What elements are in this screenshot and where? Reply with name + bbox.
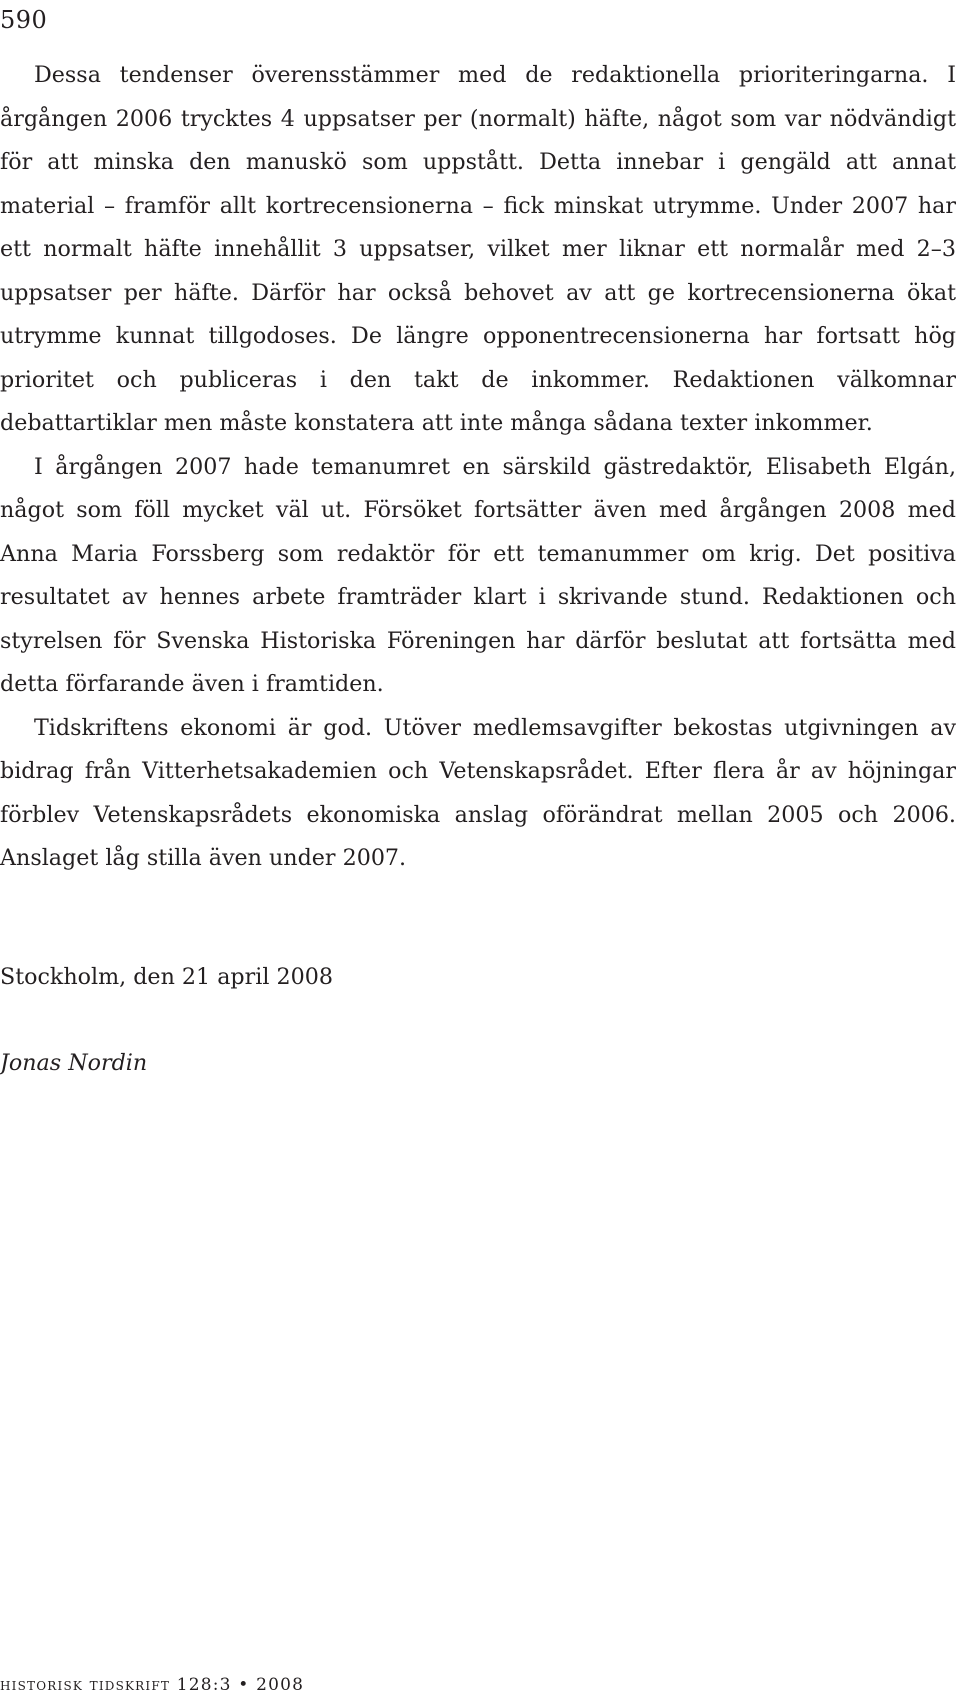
body-text bbox=[0, 54, 956, 881]
paragraph-guest-editor: I årgången 2007 hade temanumret en särskild gästredaktör, Elisabeth Elgán, något som föll mycket väl ut. Försöket fortsätter även med årgången 2008 med Anna Maria Forssberg som redaktör för ett temanummer om krig. Det positiva resultatet av hennes arbete framträder klart i skrivande stund. Redaktionen och styrelsen för Svenska Historiska Föreningen har därför beslutat att fortsätta med detta förfarande även i framtiden. bbox=[0, 453, 956, 697]
journal-footer: historisk tidskrift 128:3 • 2008 bbox=[0, 1675, 305, 1695]
page-number: 590 bbox=[0, 6, 48, 34]
signature: Jonas Nordin bbox=[0, 1050, 148, 1076]
paragraph-economy: Tidskriftens ekonomi är god. Utöver medlemsavgifter bekostas utgivningen av bidrag från Vitterhetsakademien och Vetenskapsrådet. Efter flera år av höjningar förblev Vetenskapsrådets ekonomiska anslag oförändrat mellan 2005 och 2006. Anslaget låg stilla även under 2007. bbox=[0, 714, 956, 871]
place-date: Stockholm, den 21 april 2008 bbox=[0, 964, 333, 990]
paragraph-priorities: Dessa tendenser överensstämmer med de redaktionella prioriteringarna. I årgången 2006 trycktes 4 uppsatser per (normalt) häfte, något som var nödvändigt för att minska den manuskö som uppstått. Detta innebar i gengäld att annat material – framför allt kortrecensionerna – fick minskat utrymme. Under 2007 har ett normalt häfte innehållit 3 uppsatser, vilket mer liknar ett normalår med 2–3 uppsatser per häfte. Därför har också behovet av att ge kortrecensionerna ökat utrymme kunnat tillgodoses. De längre opponentrecensionerna har fortsatt hög prioritet och publiceras i den takt de inkommer. Redaktionen välkomnar debattartiklar men måste konstatera att inte många sådana texter inkommer. bbox=[0, 62, 956, 436]
